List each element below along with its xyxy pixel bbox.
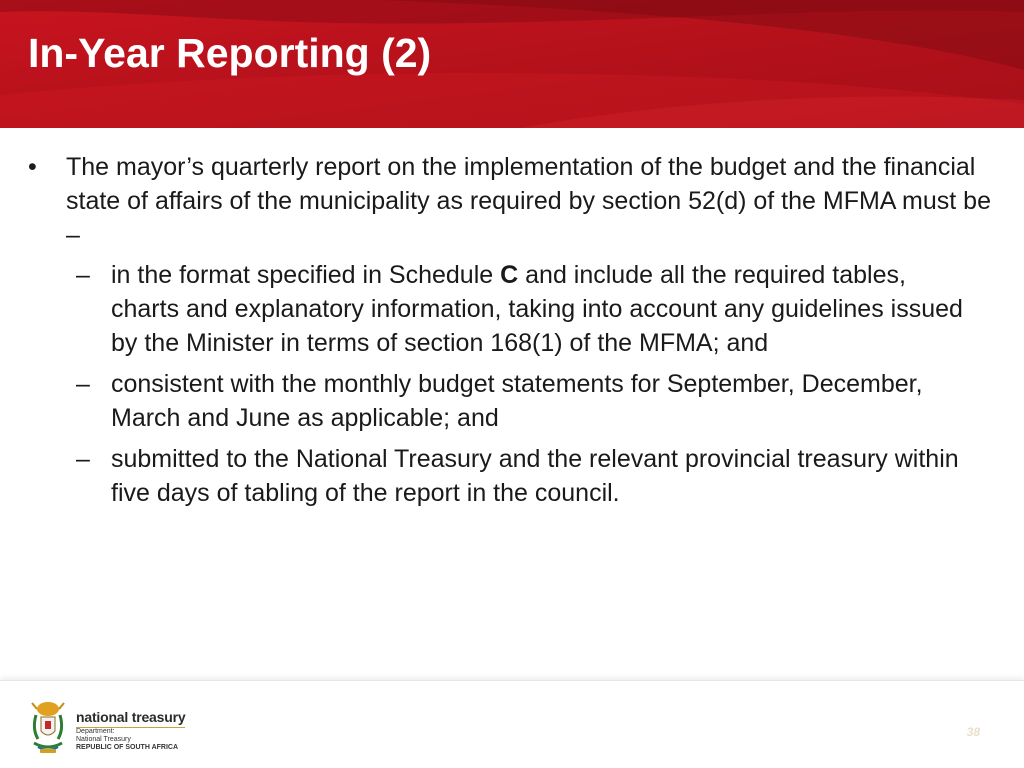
page-number: 38 [966, 725, 980, 739]
dash-icon: – [76, 370, 90, 398]
bullet-icon: • [28, 153, 37, 181]
coat-of-arms-icon [28, 699, 68, 755]
logo-wordmark: national treasury [76, 710, 185, 728]
logo-country: REPUBLIC OF SOUTH AFRICA [76, 744, 179, 751]
dash-icon: – [76, 261, 90, 289]
sub-bullet-format-text-start: in the format specified in Schedule [111, 261, 501, 289]
dash-icon: – [76, 445, 90, 473]
sub-bullet-consistent [0, 367, 1024, 435]
sub-bullet-submitted-text: submitted to the National Treasury and the relevant provincial treasury within five days of tabling of the report in the council. [111, 445, 959, 507]
national-treasury-logo [76, 709, 185, 752]
logo-department-name: National Treasury [76, 736, 131, 743]
title-banner [0, 0, 1024, 128]
main-bullet [0, 150, 1024, 252]
sub-bullet-format [0, 258, 1024, 360]
sub-bullet-consistent-text: consistent with the monthly budget statements for September, December, March and June as applicable; and [111, 370, 923, 432]
sub-bullet-submitted [0, 442, 1024, 510]
slide-title: In-Year Reporting (2) [28, 30, 432, 76]
main-bullet-text: The mayor’s quarterly report on the implementation of the budget and the financial state of affairs of the municipality as required by section 52(d) of the MFMA must be – [66, 153, 991, 249]
sub-bullet-format-text-end: and include all the required tables, charts and explanatory information, taking into account any guidelines issued by the Minister in terms of section 168(1) of the MFMA; and [111, 261, 963, 357]
sub-bullet-list [0, 258, 1024, 510]
logo-department: Department: [76, 728, 115, 735]
slide-footer [0, 680, 1024, 768]
schedule-letter: C [500, 261, 519, 289]
slide-body [0, 150, 1024, 517]
